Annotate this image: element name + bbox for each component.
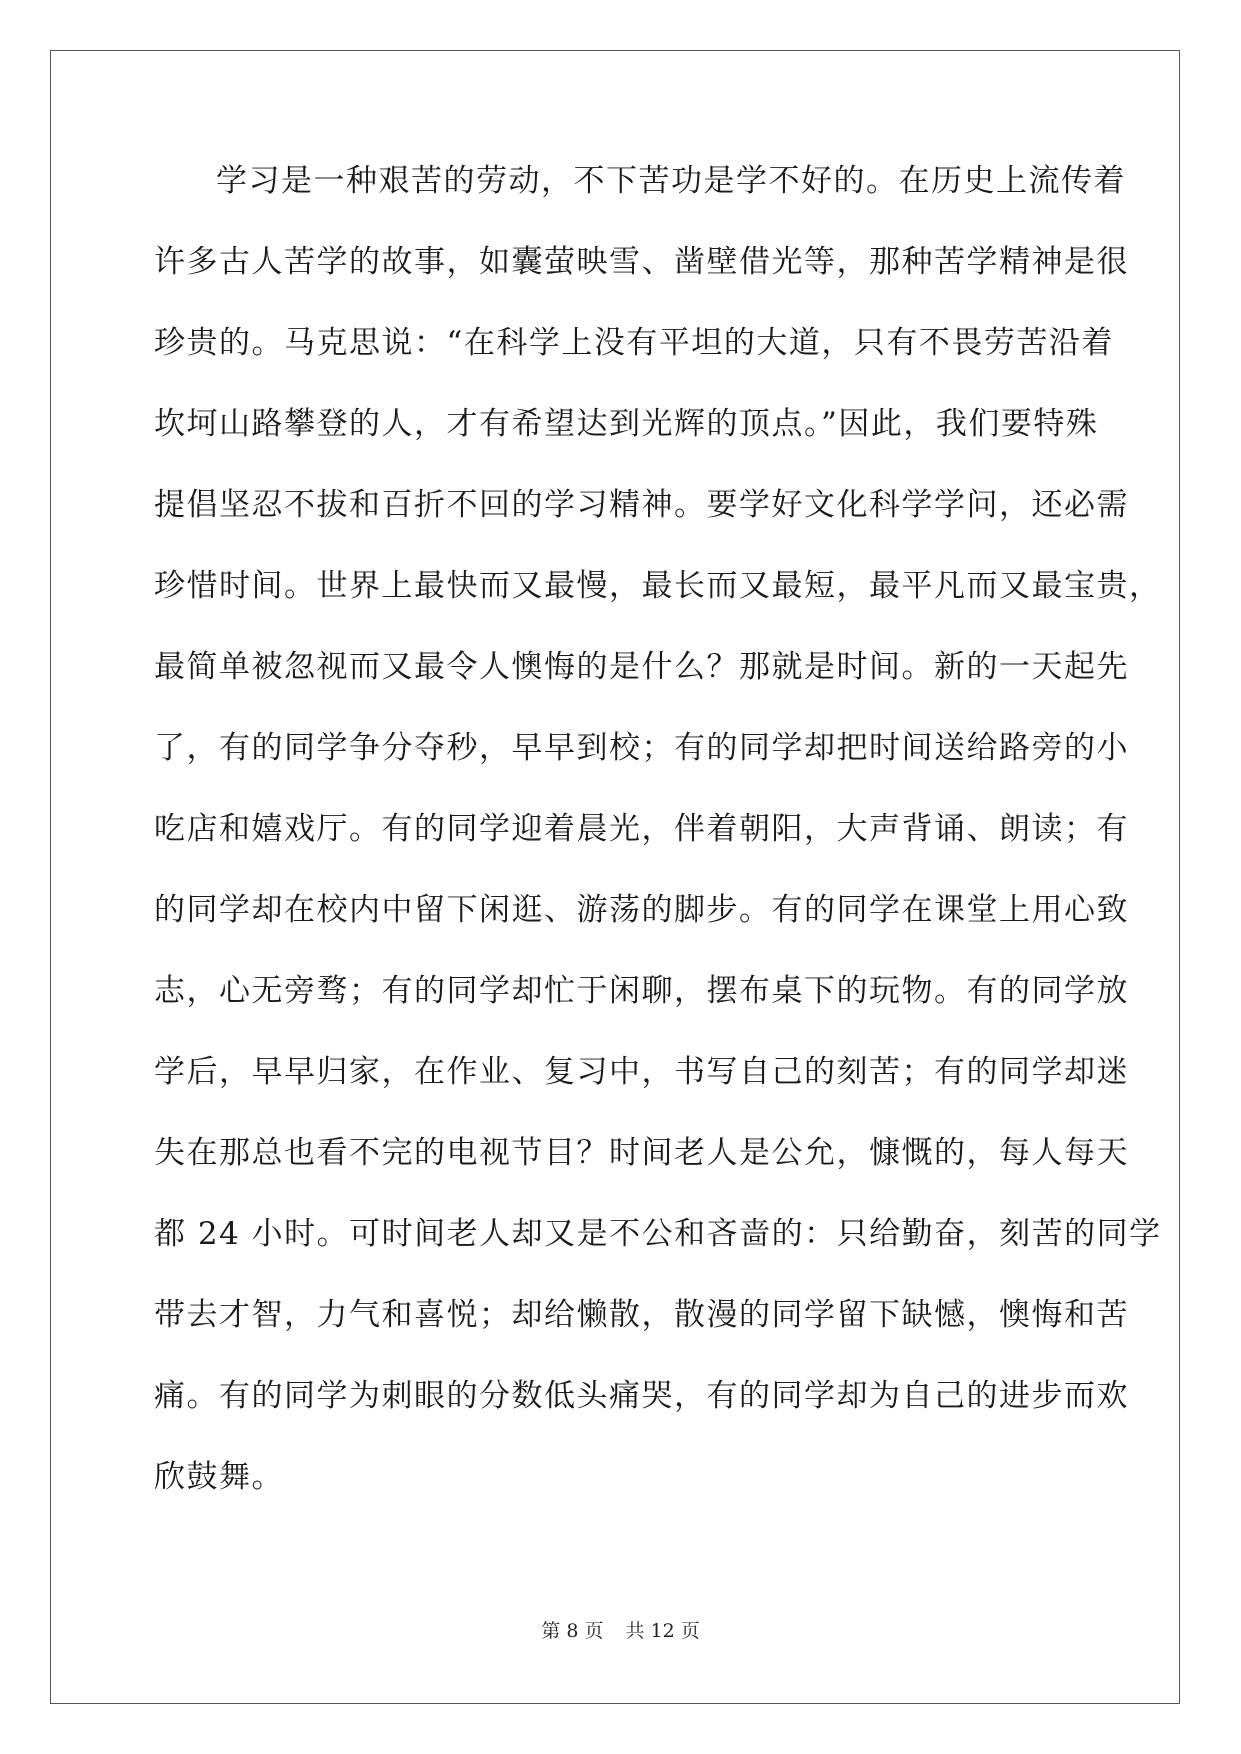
text-line: 了，有的同学争分夺秒，早早到校；有的同学却把时间送给路旁的小 xyxy=(154,730,1129,766)
text-line: 的同学却在校内中留下闲逛、游荡的脚步。有的同学在课堂上用心致 xyxy=(154,892,1129,928)
text-line: 痛。有的同学为刺眼的分数低头痛哭，有的同学却为自己的进步而欢 xyxy=(154,1378,1129,1414)
text-line: 学后，早早归家，在作业、复习中，书写自己的刻苦；有的同学却迷 xyxy=(154,1054,1129,1090)
text-line: 失在那总也看不完的电视节目？时间老人是公允，慷慨的，每人每天 xyxy=(154,1135,1129,1171)
text-line: 最简单被忽视而又最令人懊悔的是什么？那就是时间。新的一天起先 xyxy=(154,649,1129,685)
text-line: 坎坷山路攀登的人，才有希望达到光辉的顶点。”因此，我们要特殊 xyxy=(154,406,1099,442)
text-line: 志，心无旁骛；有的同学却忙于闲聊，摆布桌下的玩物。有的同学放 xyxy=(154,973,1129,1009)
page-footer xyxy=(0,1616,1241,1643)
text-line: 珍贵的。马克思说：“在科学上没有平坦的大道，只有不畏劳苦沿着 xyxy=(154,325,1114,361)
body-paragraph xyxy=(154,160,1162,1537)
text-line: 欣鼓舞。 xyxy=(154,1459,284,1495)
text-line: 许多古人苦学的故事，如囊萤映雪、凿壁借光等，那种苦学精神是很 xyxy=(154,244,1129,280)
text-line: 提倡坚忍不拔和百折不回的学习精神。要学好文化科学学问，还必需 xyxy=(154,487,1129,523)
text-line: 吃店和嬉戏厅。有的同学迎着晨光，伴着朝阳，大声背诵、朗读；有 xyxy=(154,811,1129,847)
text-line: 珍惜时间。世界上最快而又最慢，最长而又最短，最平凡而又最宝贵， xyxy=(154,568,1162,604)
text-line: 带去才智，力气和喜悦；却给懒散，散漫的同学留下缺憾，懊悔和苦 xyxy=(154,1297,1129,1333)
page-number: 第 8 页 xyxy=(541,1620,604,1642)
text-line: 学习是一种艰苦的劳动，不下苦功是学不好的。在历史上流传着 xyxy=(216,163,1126,199)
page-total: 共 12 页 xyxy=(625,1620,700,1642)
text-line: 都 24 小时。可时间老人却又是不公和吝啬的：只给勤奋，刻苦的同学 xyxy=(154,1216,1162,1252)
